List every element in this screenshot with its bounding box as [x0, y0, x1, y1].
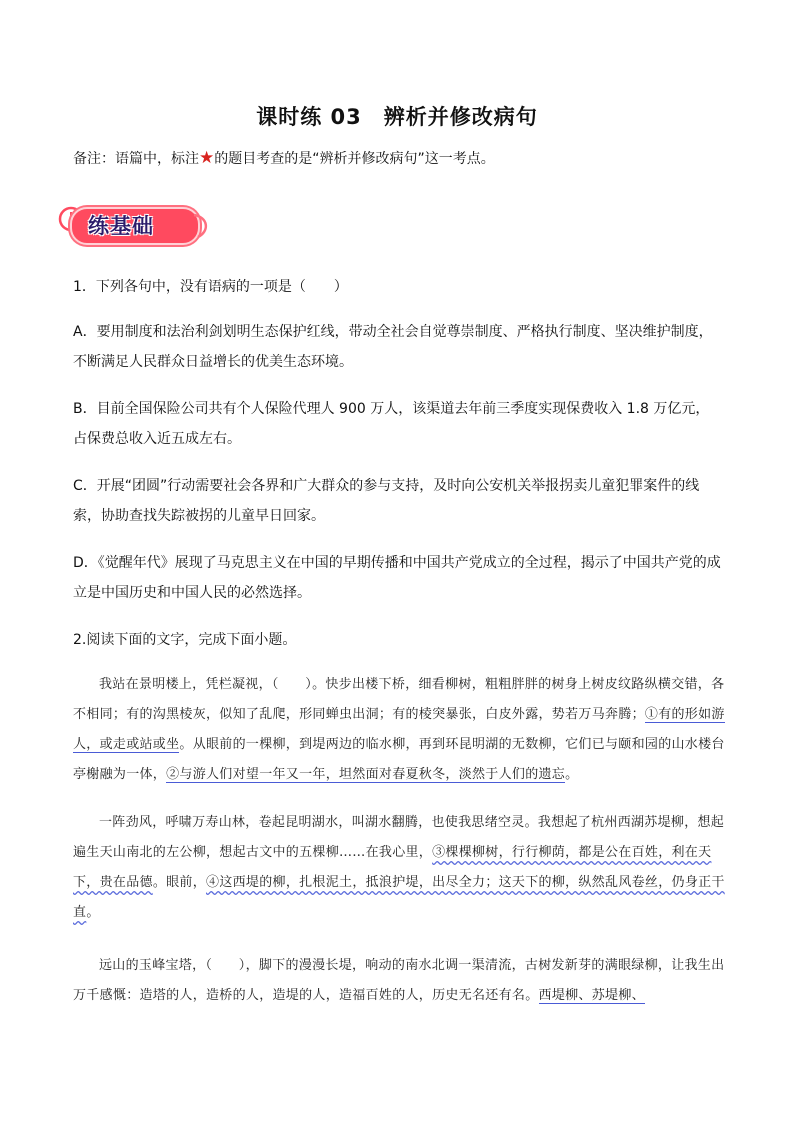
- p1-text-c: 。: [565, 767, 579, 782]
- underlined-sentence-1: ①有的形如游人，或走或站或坐: [73, 707, 725, 752]
- underlined-sentence-2: ②与游人们对望一年又一年，坦然面对春夏秋冬，淡然于人们的遗忘: [166, 767, 566, 782]
- p1-text-a: 我站在景明楼上，凭栏凝视，（ ）。快步出楼下桥，细看柳树，粗粗胖胖的树身上树皮纹路纵横交错，各不相同；有的沟黑棱灰，似知了乱爬，形同蝉虫出洞；有的棱突暴张，白皮外露，势若万马奔腾；: [73, 677, 725, 722]
- p2-text-b: 。眼前，: [152, 875, 207, 890]
- note-text-after: 的题目考查的是“辨析并修改病句”这一考点。: [214, 151, 495, 167]
- note-text-before: 备注：语篇中，标注: [73, 151, 199, 167]
- star-icon: ★: [199, 148, 215, 168]
- underlined-sentence-4: ④这西堤的柳，扎根泥土，抵浪护堤，出尽全力；这天下的柳，纵然乱风卷丝，仍身正干直: [73, 875, 725, 920]
- p2-text-c: 。: [86, 905, 100, 920]
- badge-label: 练基础: [88, 214, 154, 238]
- question-2-stem: 2.阅读下面的文字，完成下面小题。: [73, 632, 297, 648]
- page-title: 课时练 03 辨析并修改病句: [256, 105, 538, 129]
- question-1-stem: 1．下列各句中，没有语病的一项是（ ）: [73, 279, 348, 295]
- note-line: [73, 148, 495, 168]
- p3-text-a: 远山的玉峰宝塔，（ ），脚下的漫漫长堤，响动的南水北调一渠清流，古树发新芽的满眼绿柳，让我生出万千感慨：造塔的人，造桥的人，造堤的人，造福百姓的人，历史无名还有名。: [73, 958, 725, 1003]
- question-1-option-d: D．《觉醒年代》展现了马克思主义在中国的早期传播和中国共产党成立的全过程，揭示了中国共产党的成立是中国历史和中国人民的必然选择。: [73, 555, 721, 601]
- passage-paragraph-1: [73, 670, 733, 790]
- underlined-sentence-5: 西堤柳、苏堤柳、: [538, 988, 645, 1003]
- question-1-option-b: B．目前全国保险公司共有个人保险代理人 900 万人，该渠道去年前三季度实现保费收入 1.8 万亿元，占保费总收入近五成左右。: [73, 401, 710, 447]
- passage-paragraph-2: [73, 808, 733, 928]
- section-badge: [58, 203, 210, 247]
- swirl-decoration-icon: [190, 211, 214, 241]
- underlined-sentence-3: ③棵棵柳树，行行柳荫，都是公在百姓，利在天下，贵在品德: [73, 845, 712, 890]
- p2-text-a: 一阵劲风，呼啸万寿山林，卷起昆明湖水，叫湖水翻腾，也使我思绪空灵。我想起了杭州西湖苏堤柳，想起遍生天山南北的左公柳，想起古文中的五棵柳……在我心里，: [73, 815, 725, 860]
- p1-text-b: 。从眼前的一棵柳，到堤两边的临水柳，再到环昆明湖的无数柳，它们已与颐和园的山水楼台亭榭融为一体，: [73, 737, 725, 782]
- question-1-option-c: C．开展“团圆”行动需要社会各界和广大群众的参与支持，及时向公安机关举报拐卖儿童犯罪案件的线索，协助查找失踪被拐的儿童早日回家。: [73, 478, 700, 524]
- passage-paragraph-3: [73, 951, 733, 1011]
- question-1-option-a: A．要用制度和法治利剑划明生态保护红线，带动全社会自觉尊崇制度、严格执行制度、坚决维护制度，不断满足人民群众日益增长的优美生态环境。: [73, 324, 713, 370]
